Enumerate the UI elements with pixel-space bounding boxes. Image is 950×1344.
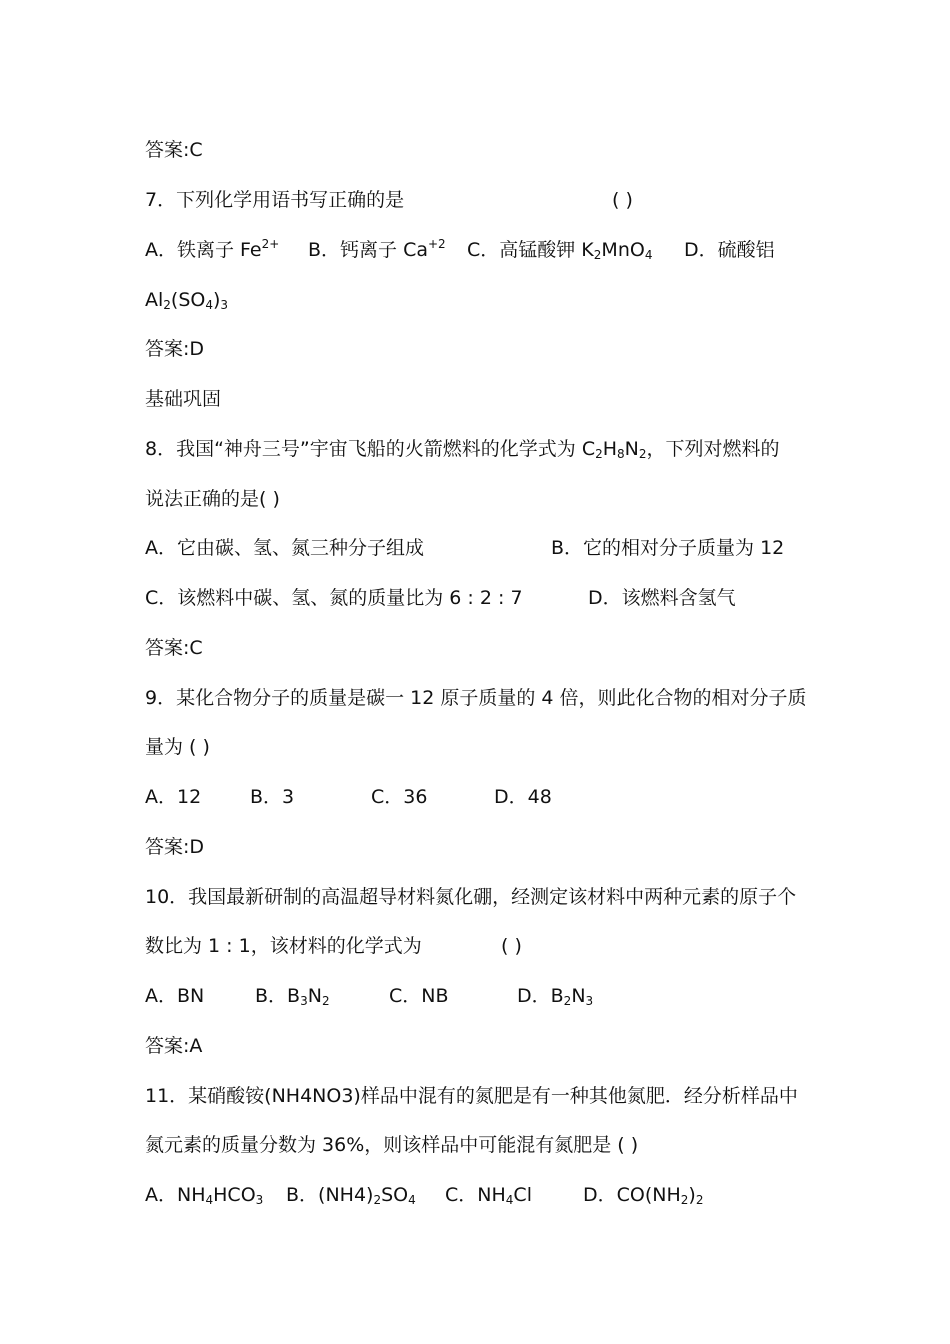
answer-q8: 答案:C — [145, 637, 203, 659]
question-9-option-d: D．48 — [494, 786, 552, 808]
question-9-option-a: A．12 — [145, 786, 202, 808]
question-7-option-d: D．硫酸铝 — [684, 239, 775, 261]
question-11-stem: 11．某硝酸铵(NH4NO3)样品中混有的氮肥是有一种其他氮肥．经分析样品中 — [145, 1085, 798, 1107]
question-7-paren: ( ) — [612, 189, 633, 211]
question-8-option-a: A．它由碳、氢、氮三种分子组成 — [145, 537, 424, 559]
question-10-option-c: C．NB — [389, 985, 449, 1007]
question-7-option-c: C．高锰酸钾 $K_2MnO_4$ — [467, 239, 653, 262]
question-7-option-d-formula: $Al_2(SO_4)_3$ — [145, 289, 229, 312]
answer-q6: 答案:C — [145, 139, 203, 161]
question-8-option-c: C．该燃料中碳、氢、氮的质量比为 6 : 2 : 7 — [145, 587, 523, 609]
answer-q9: 答案:D — [145, 836, 205, 858]
question-11-stem-cont: 氮元素的质量分数为 36%，则该样品中可能混有氮肥是 ( ) — [145, 1134, 639, 1156]
question-10-option-b: B．$B_3N_2$ — [255, 985, 330, 1008]
question-8-stem: 8．我国“神舟三号”宇宙飞船的火箭燃料的化学式为 $C_2H_8N_2$，下列对燃料的 — [145, 438, 780, 461]
section-heading: 基础巩固 — [145, 388, 222, 410]
question-11-option-d: D．$CO(NH_2)_2$ — [583, 1184, 704, 1207]
answer-q7: 答案:D — [145, 338, 205, 360]
answer-q10: 答案:A — [145, 1035, 203, 1057]
question-10-stem-cont: 数比为 1 : 1，该材料的化学式为 — [145, 935, 422, 957]
question-9-option-c: C．36 — [371, 786, 428, 808]
question-8-stem-cont: 说法正确的是( ) — [145, 488, 280, 510]
question-9-stem: 9．某化合物分子的质量是碳一 12 原子质量的 4 倍，则此化合物的相对分子质 — [145, 687, 807, 709]
question-10-stem: 10．我国最新研制的高温超导材料氮化硼，经测定该材料中两种元素的原子个 — [145, 886, 797, 908]
question-11-option-a: A．$NH_4HCO_3$ — [145, 1184, 264, 1207]
question-10-option-d: D．$B_2N_3$ — [517, 985, 594, 1008]
question-11-option-b: B．$(NH4)_2SO_4$ — [286, 1184, 416, 1207]
question-10-paren: ( ) — [501, 935, 522, 957]
question-10-option-a: A．BN — [145, 985, 205, 1007]
question-7-stem: 7．下列化学用语书写正确的是 — [145, 189, 405, 211]
question-8-option-b: B．它的相对分子质量为 12 — [551, 537, 785, 559]
question-7-option-b: B．钙离子 $Ca^{+2}$ — [308, 237, 446, 261]
question-11-option-c: C．$NH_4Cl$ — [445, 1184, 532, 1207]
question-8-option-d: D．该燃料含氢气 — [588, 587, 736, 609]
question-7-option-a: A．铁离子 $Fe^{2+}$ — [145, 237, 280, 261]
question-9-stem-cont: 量为 ( ) — [145, 736, 210, 758]
question-9-option-b: B．3 — [250, 786, 295, 808]
